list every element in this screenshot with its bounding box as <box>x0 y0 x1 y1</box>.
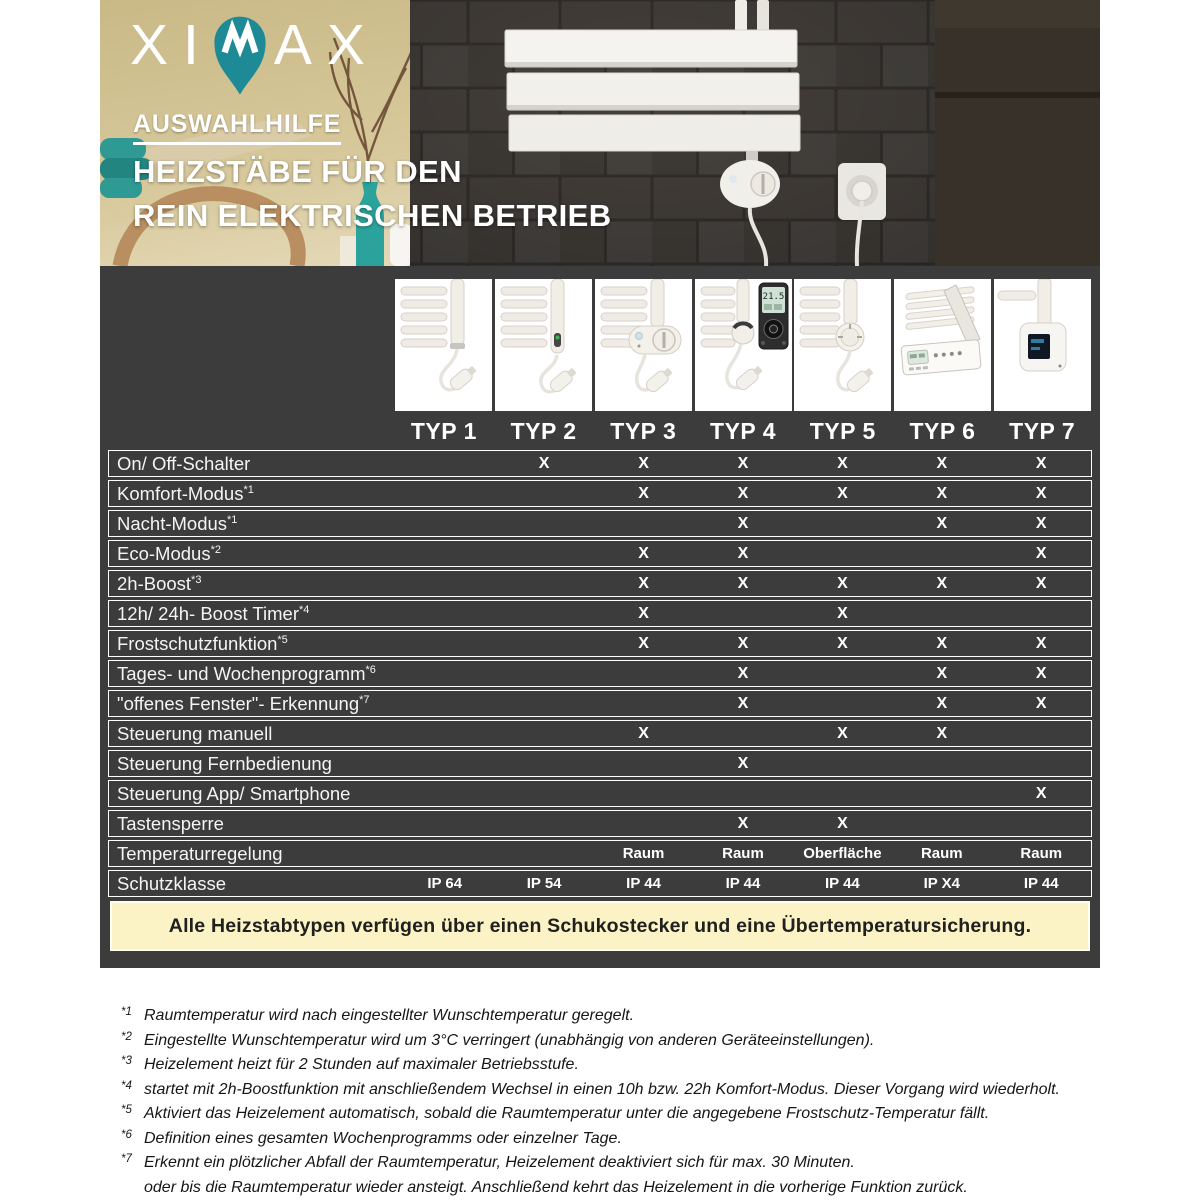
feature-cell-typ3: X <box>638 574 649 592</box>
feature-row <box>108 780 1092 807</box>
logo-text-suffix: AX <box>273 13 380 77</box>
footnote-text: Aktiviert das Heizelement automatisch, sobald die Raumtemperatur unter die angegebene Frostschutz-Temperatur fällt. <box>144 1105 990 1122</box>
feature-cell-typ4: X <box>737 544 749 562</box>
feature-row <box>108 540 1092 567</box>
footnote <box>121 1004 1096 1029</box>
feature-row-label: Nacht-Modus$^{*1}$ <box>117 512 238 534</box>
hero-title-line2: REIN ELEKTRISCHEN BETRIEB <box>133 198 612 233</box>
feature-cell-typ4: IP 44 <box>725 875 761 892</box>
product-column-typ4 <box>693 279 793 444</box>
footnote-marker: *1 <box>121 1006 132 1018</box>
footnote <box>121 1151 1096 1176</box>
logo-text-prefix: XI <box>130 13 214 77</box>
feature-cell-typ6: X <box>936 454 948 472</box>
heizstab-drehregler-icon <box>595 279 692 411</box>
feature-row-label: "offenes Fenster"- Erkennung$^{*7}$ <box>117 692 370 714</box>
feature-row-label: Steuerung Fernbedienung <box>117 752 332 774</box>
feature-cell-typ5: IP 44 <box>825 875 860 892</box>
typ-label: TYP 5 <box>809 418 876 444</box>
footnote <box>121 1029 1096 1054</box>
feature-cell-typ3: IP 44 <box>626 875 661 892</box>
feature-cell-typ4: X <box>737 454 749 472</box>
feature-row <box>108 750 1092 777</box>
footnote <box>121 1127 1096 1152</box>
product-row-spacer <box>108 279 394 444</box>
footnote-marker: *7 <box>121 1153 132 1165</box>
feature-row <box>108 630 1092 657</box>
feature-cell-typ6: Raum <box>920 845 963 862</box>
feature-rows <box>100 450 1100 897</box>
feature-cell-typ2: IP 54 <box>526 875 562 892</box>
feature-cell-typ7: X <box>1035 634 1047 652</box>
feature-cell-typ7: X <box>1035 694 1047 712</box>
feature-cell-typ6: X <box>936 574 948 592</box>
feature-cell-typ3: X <box>638 454 649 472</box>
footnote-text: Erkennt ein plötzlicher Abfall der Raumtemperatur, Heizelement deaktiviert sich für max. 30 Minuten. <box>144 1154 855 1171</box>
feature-cell-typ3: X <box>638 484 649 502</box>
feature-cell-typ7: X <box>1035 484 1047 502</box>
feature-row <box>108 660 1092 687</box>
feature-cell-typ6: X <box>936 724 948 742</box>
feature-row-label: Frostschutzfunktion$^{*5}$ <box>117 632 288 654</box>
footnote-text: Definition eines gesamten Wochenprogramms oder einzelner Tage. <box>144 1129 622 1147</box>
feature-cell-typ3: Raum <box>622 845 665 862</box>
feature-row-label: Eco-Modus$^{*2}$ <box>117 542 221 564</box>
feature-row-label: Schutzklasse <box>117 872 226 894</box>
feature-cell-typ3: X <box>638 604 649 622</box>
feature-cell-typ5: X <box>837 634 848 652</box>
ximax-m-drop-icon <box>208 12 272 98</box>
feature-row-label: Steuerung App/ Smartphone <box>117 782 351 804</box>
footnote <box>121 1176 1096 1200</box>
typ-label: TYP 2 <box>510 418 577 444</box>
feature-cell-typ7: X <box>1035 544 1047 562</box>
feature-cell-typ5: Oberfläche <box>803 845 882 862</box>
product-column-typ2 <box>494 279 594 444</box>
feature-cell-typ3: X <box>638 724 649 742</box>
feature-row-label: Tastensperre <box>117 812 224 834</box>
footnote <box>121 1053 1096 1078</box>
footnote-marker: *5 <box>121 1104 132 1116</box>
feature-cell-typ6: X <box>936 484 948 502</box>
feature-row <box>108 870 1092 897</box>
feature-cell-typ7: X <box>1035 574 1047 592</box>
footnote-marker: *4 <box>121 1079 132 1092</box>
hero-title-line1: HEIZSTÄBE FÜR DEN <box>133 154 462 189</box>
feature-cell-typ3: X <box>638 544 649 562</box>
feature-cell-typ5: X <box>837 604 848 622</box>
feature-cell-typ7: X <box>1035 664 1047 682</box>
footnote <box>121 1102 1096 1127</box>
feature-row <box>108 840 1092 867</box>
feature-cell-typ7: X <box>1035 784 1047 802</box>
feature-cell-typ1: IP 64 <box>427 875 463 892</box>
feature-cell-typ2: X <box>538 454 550 472</box>
feature-cell-typ6: X <box>936 664 948 682</box>
feature-cell-typ5: X <box>837 454 848 472</box>
feature-row <box>108 570 1092 597</box>
product-column-typ1 <box>394 279 494 444</box>
typ-label: TYP 6 <box>909 418 976 444</box>
footnote-text: Eingestellte Wunschtemperatur wird um 3°C verringert (unabhängig von anderen Geräteeinstellungen). <box>144 1031 875 1049</box>
footnote-text: Heizelement heizt für 2 Stunden auf maximaler Betriebsstufe. <box>144 1056 579 1073</box>
svg-text:21.5: 21.5 <box>762 292 784 302</box>
feature-cell-typ4: X <box>737 814 749 832</box>
feature-cell-typ4: X <box>737 574 749 592</box>
comparison-table <box>100 266 1100 968</box>
footnote-marker: *3 <box>121 1055 132 1067</box>
feature-row <box>108 720 1092 747</box>
feature-cell-typ4: X <box>737 664 749 682</box>
heizstab-bedienfeld-icon <box>894 279 991 411</box>
product-column-typ6 <box>893 279 993 444</box>
feature-cell-typ5: X <box>837 574 848 592</box>
hero-header <box>100 0 1100 266</box>
feature-cell-typ5: X <box>837 484 848 502</box>
feature-row-label: Komfort-Modus$^{*1}$ <box>117 482 254 504</box>
feature-cell-typ6: IP X4 <box>923 875 961 892</box>
product-column-typ7 <box>992 279 1092 444</box>
feature-row-label: 2h-Boost$^{*3}$ <box>117 572 202 594</box>
feature-row-label: Temperaturregelung <box>117 842 283 864</box>
feature-cell-typ4: X <box>737 484 749 502</box>
info-banner-text: Alle Heizstabtypen verfügen über einen Schukostecker und eine Übertemperatursicherung. <box>168 914 1032 937</box>
footnote-marker: *6 <box>121 1128 132 1141</box>
heizstab-basic-icon <box>395 279 492 411</box>
heizstab-fernbedienung-icon <box>695 279 792 411</box>
feature-row-label: On/ Off-Schalter <box>117 452 251 474</box>
feature-cell-typ6: X <box>936 694 948 712</box>
feature-cell-typ3: X <box>638 634 649 652</box>
feature-cell-typ6: X <box>936 634 948 652</box>
feature-cell-typ4: X <box>737 514 749 532</box>
footnote-text: oder bis die Raumtemperatur wieder ansteigt. Anschließend kehrt das Heizelement in die vorherige Funktion zurück. <box>144 1178 968 1196</box>
feature-cell-typ4: Raum <box>722 845 764 862</box>
ximax-logo <box>130 10 380 98</box>
product-column-typ5 <box>793 279 893 444</box>
product-column-typ3 <box>593 279 693 444</box>
feature-cell-typ5: X <box>837 814 848 832</box>
typ-label: TYP 7 <box>1009 418 1076 444</box>
footnote-text: startet mit 2h-Boostfunktion mit anschließendem Wechsel in einen 10h bzw. 22h Komfort-Modus. Dieser Vorgang wird wiederholt. <box>144 1080 1060 1098</box>
feature-row <box>108 450 1092 477</box>
feature-row <box>108 810 1092 837</box>
info-banner <box>110 901 1090 951</box>
heizstab-smartbox-icon <box>994 279 1091 411</box>
hero-kicker: AUSWAHLHILFE <box>133 110 341 145</box>
feature-cell-typ4: X <box>737 634 749 652</box>
typ-label: TYP 4 <box>710 418 777 444</box>
footnote-marker: *2 <box>121 1030 132 1043</box>
feature-row <box>108 510 1092 537</box>
footnote-text: Raumtemperatur wird nach eingestellter Wunschtemperatur geregelt. <box>144 1007 635 1024</box>
feature-cell-typ5: X <box>837 724 848 742</box>
footnote <box>121 1078 1096 1103</box>
feature-cell-typ7: X <box>1035 514 1047 532</box>
feature-cell-typ7: IP 44 <box>1023 875 1059 892</box>
heizstab-schalter-icon <box>495 279 592 411</box>
product-header-row <box>108 266 1092 444</box>
feature-cell-typ4: X <box>737 694 749 712</box>
feature-row <box>108 600 1092 627</box>
feature-cell-typ6: X <box>936 514 948 532</box>
typ-label: TYP 1 <box>410 418 477 444</box>
feature-cell-typ7: Raum <box>1020 845 1063 862</box>
feature-row-label: Steuerung manuell <box>117 722 273 744</box>
feature-cell-typ7: X <box>1035 454 1047 472</box>
footnotes <box>121 1004 1096 1200</box>
feature-row-label: 12h/ 24h- Boost Timer$^{*4}$ <box>117 602 310 624</box>
feature-row <box>108 690 1092 717</box>
feature-row-label: Tages- und Wochenprogramm$^{*6}$ <box>117 662 376 684</box>
feature-cell-typ4: X <box>737 754 749 772</box>
typ-label: TYP 3 <box>610 418 677 444</box>
footnote-marker <box>121 1172 144 1197</box>
heizstab-drehknopf-icon <box>794 279 891 411</box>
feature-row <box>108 480 1092 507</box>
